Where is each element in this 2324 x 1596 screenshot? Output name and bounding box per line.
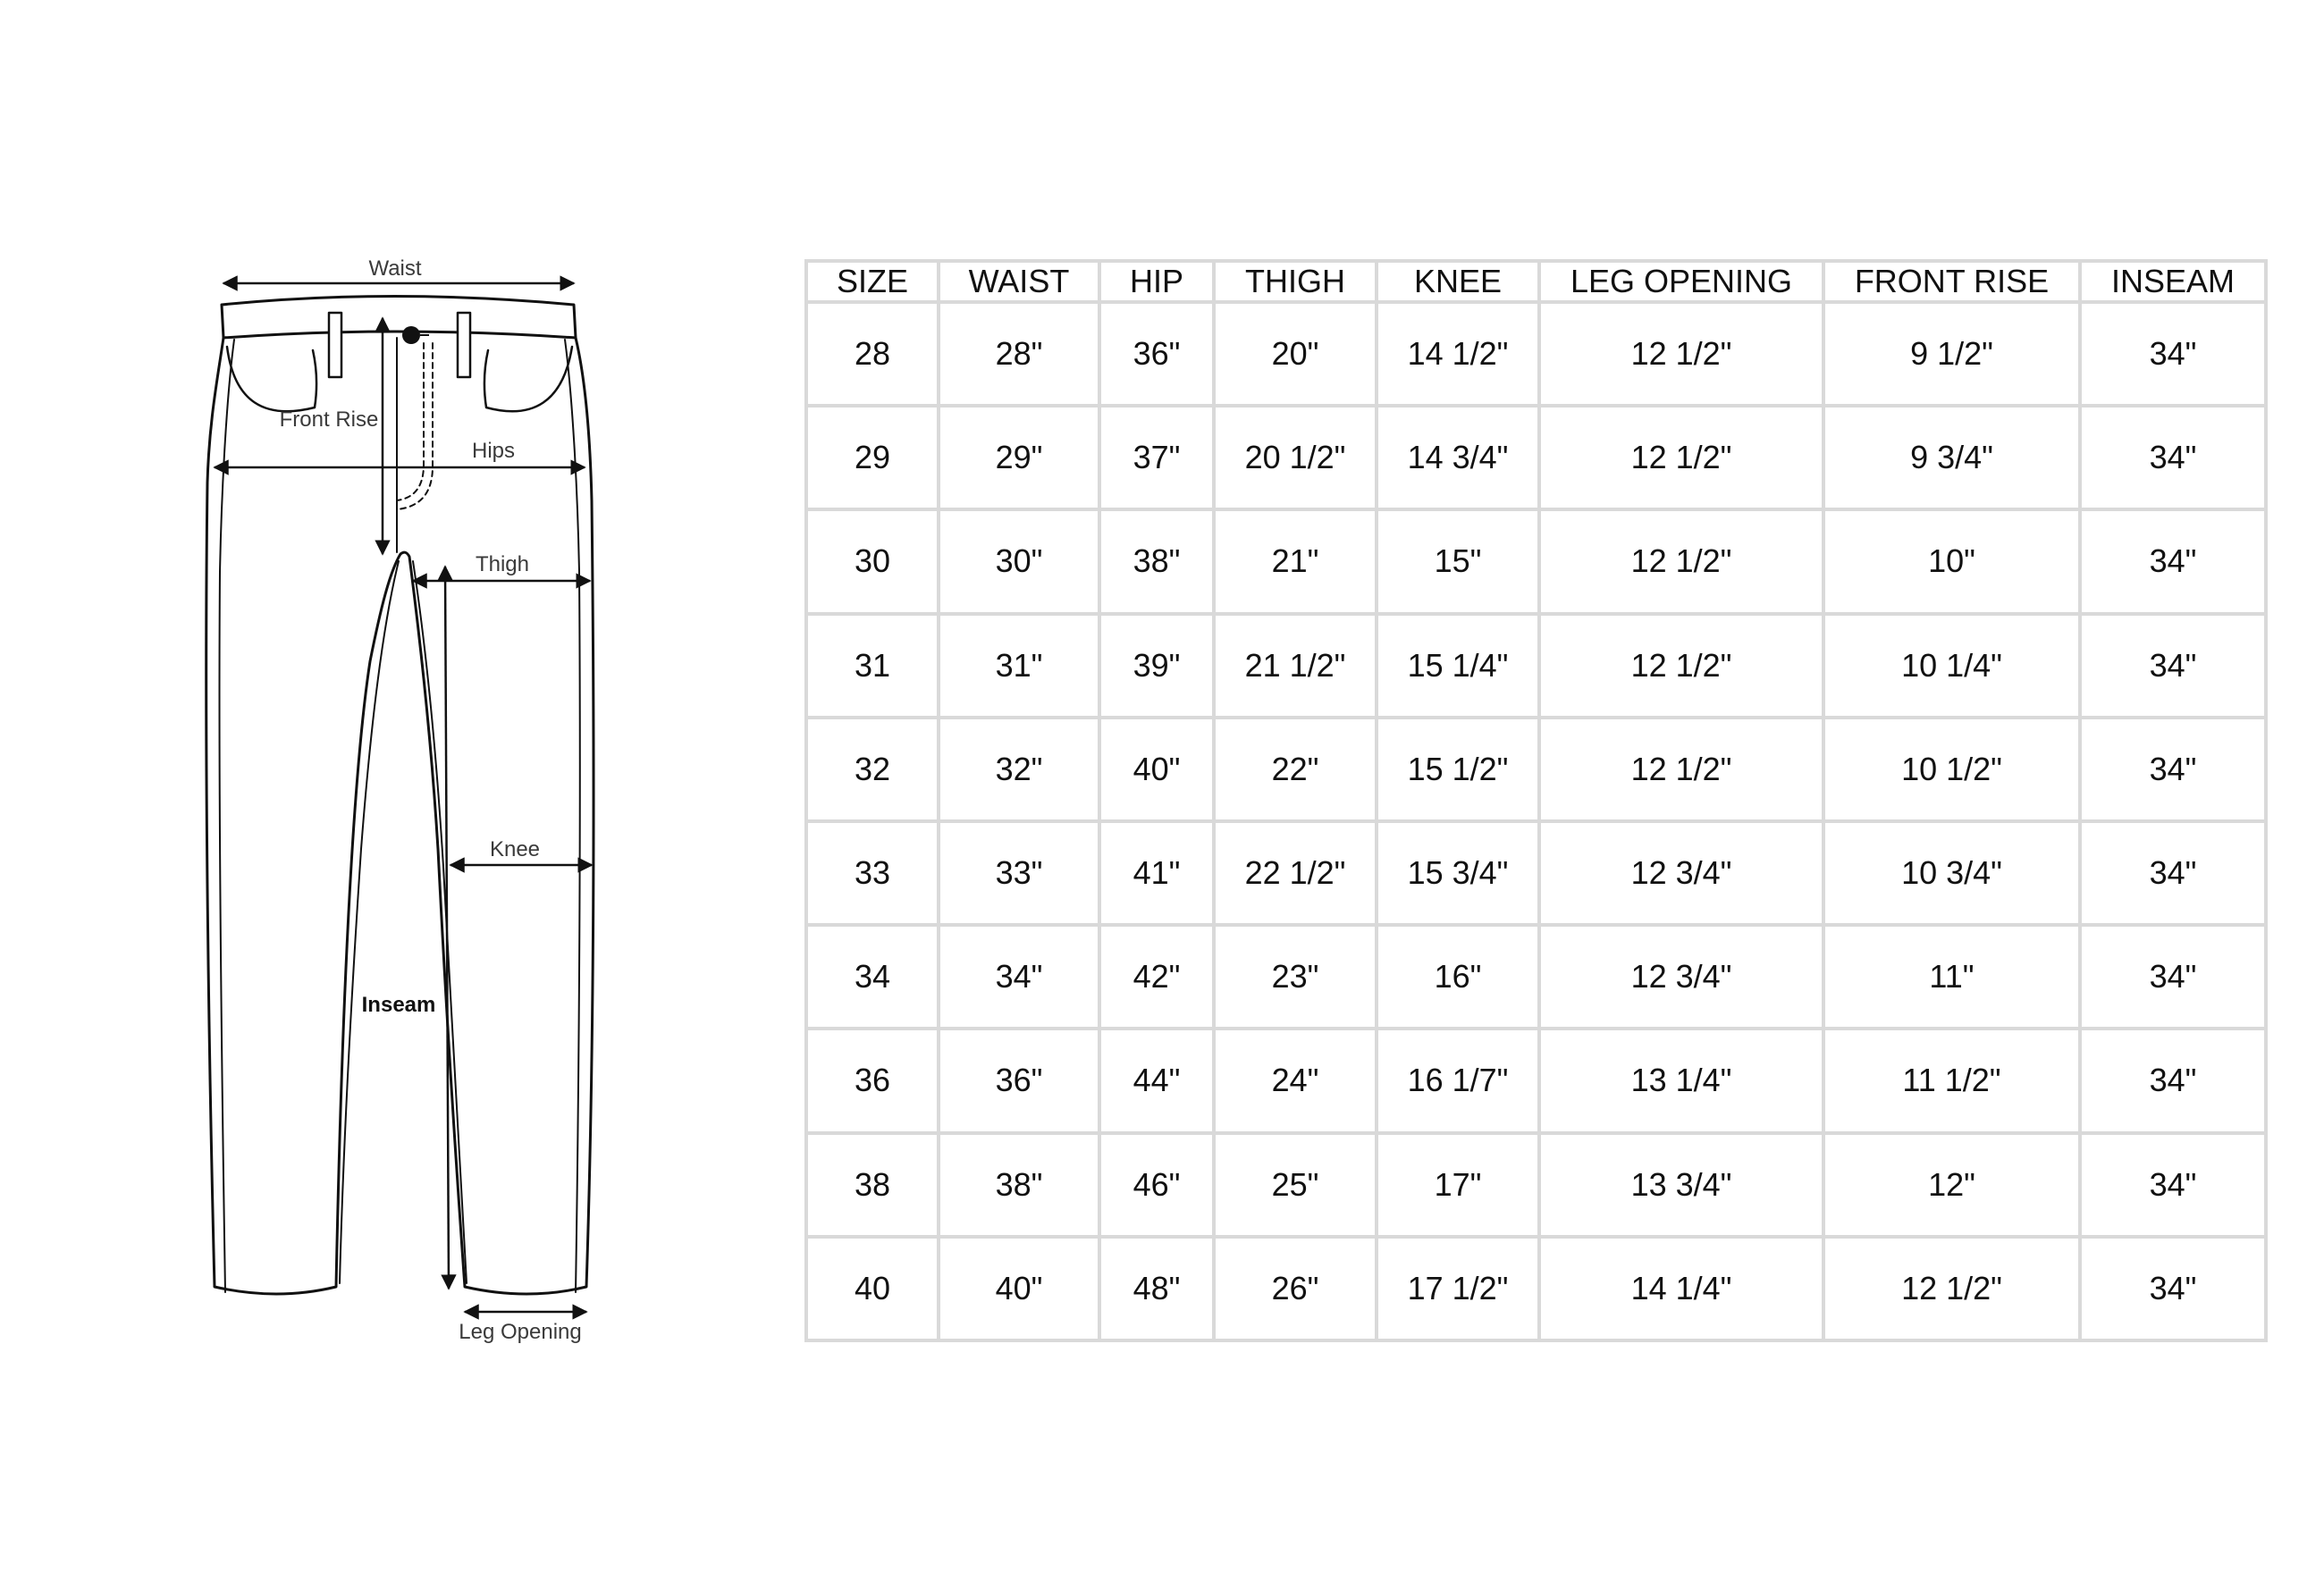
table-cell: 11 1/2" xyxy=(1823,1029,2080,1132)
table-cell: 14 1/4" xyxy=(1539,1237,1823,1340)
column-header: FRONT RISE xyxy=(1823,261,2080,302)
table-cell: 28 xyxy=(806,302,939,406)
inseam-label: Inseam xyxy=(361,993,436,1017)
table-cell: 36" xyxy=(1099,302,1214,406)
table-row xyxy=(806,925,2266,1029)
column-header: LEG OPENING xyxy=(1539,261,1823,302)
table-cell: 15" xyxy=(1377,509,1539,613)
column-header: SIZE xyxy=(806,261,939,302)
table-cell: 31" xyxy=(939,614,1099,718)
table-cell: 12 1/2" xyxy=(1823,1237,2080,1340)
table-cell: 30 xyxy=(806,509,939,613)
fly-stitching-outer xyxy=(397,343,433,509)
table-cell: 22" xyxy=(1214,718,1377,821)
table-row xyxy=(806,509,2266,613)
table-cell: 30" xyxy=(939,509,1099,613)
belt-loop-right xyxy=(458,313,470,377)
table-cell: 12 1/2" xyxy=(1539,614,1823,718)
table-cell: 40" xyxy=(939,1237,1099,1340)
table-row xyxy=(806,1029,2266,1132)
table-cell: 14 3/4" xyxy=(1377,406,1539,509)
pants-silhouette xyxy=(206,338,594,1294)
table-cell: 34" xyxy=(2080,821,2266,925)
table-cell: 34" xyxy=(2080,925,2266,1029)
table-cell: 20" xyxy=(1214,302,1377,406)
table-row xyxy=(806,821,2266,925)
table-cell: 34" xyxy=(2080,509,2266,613)
fly-stitching xyxy=(397,343,424,500)
table-cell: 32 xyxy=(806,718,939,821)
column-header: INSEAM xyxy=(2080,261,2266,302)
table-cell: 12 3/4" xyxy=(1539,925,1823,1029)
table-cell: 28" xyxy=(939,302,1099,406)
table-cell: 32" xyxy=(939,718,1099,821)
belt-loop-left xyxy=(329,313,341,377)
table-cell: 29" xyxy=(939,406,1099,509)
table-cell: 36" xyxy=(939,1029,1099,1132)
table-cell: 16 1/7" xyxy=(1377,1029,1539,1132)
column-header: KNEE xyxy=(1377,261,1539,302)
table-cell: 34" xyxy=(2080,718,2266,821)
table-cell: 12 1/2" xyxy=(1539,509,1823,613)
table-cell: 15 1/2" xyxy=(1377,718,1539,821)
inseam-arrow xyxy=(445,567,449,1289)
table-cell: 34 xyxy=(806,925,939,1029)
table-cell: 48" xyxy=(1099,1237,1214,1340)
column-header: THIGH xyxy=(1214,261,1377,302)
waist-label: Waist xyxy=(368,256,422,281)
front-rise-label: Front Rise xyxy=(279,407,379,432)
knee-label: Knee xyxy=(489,837,541,861)
pants-outline xyxy=(206,297,594,1295)
table-cell: 9 1/2" xyxy=(1823,302,2080,406)
table-cell: 33" xyxy=(939,821,1099,925)
table-row xyxy=(806,406,2266,509)
hips-label: Hips xyxy=(471,439,516,463)
table-cell: 22 1/2" xyxy=(1214,821,1377,925)
table-cell: 12" xyxy=(1823,1133,2080,1237)
table-cell: 10 1/2" xyxy=(1823,718,2080,821)
table-cell: 16" xyxy=(1377,925,1539,1029)
table-cell: 21 1/2" xyxy=(1214,614,1377,718)
right-leg-inseam xyxy=(413,561,467,1283)
table-cell: 46" xyxy=(1099,1133,1214,1237)
table-cell: 36 xyxy=(806,1029,939,1132)
table-cell: 34" xyxy=(2080,1237,2266,1340)
table-cell: 10" xyxy=(1823,509,2080,613)
table-cell: 14 1/2" xyxy=(1377,302,1539,406)
table-header-row xyxy=(806,261,2266,302)
table-row xyxy=(806,1133,2266,1237)
table-cell: 23" xyxy=(1214,925,1377,1029)
table-row xyxy=(806,302,2266,406)
table-cell: 13 3/4" xyxy=(1539,1133,1823,1237)
table-cell: 40 xyxy=(806,1237,939,1340)
table-cell: 15 1/4" xyxy=(1377,614,1539,718)
table-cell: 11" xyxy=(1823,925,2080,1029)
table-cell: 42" xyxy=(1099,925,1214,1029)
table-cell: 39" xyxy=(1099,614,1214,718)
size-chart-table xyxy=(804,259,2268,1342)
table-cell: 17 1/2" xyxy=(1377,1237,1539,1340)
waistband xyxy=(222,297,576,339)
table-cell: 13 1/4" xyxy=(1539,1029,1823,1132)
right-pocket xyxy=(484,347,572,411)
measurement-arrows xyxy=(215,283,592,1312)
table-row xyxy=(806,1237,2266,1340)
right-side-seam xyxy=(565,340,580,1292)
left-side-seam xyxy=(219,340,234,1292)
table-cell: 44" xyxy=(1099,1029,1214,1132)
table-cell: 34" xyxy=(2080,1133,2266,1237)
table-cell: 12 1/2" xyxy=(1539,302,1823,406)
table-cell: 21" xyxy=(1214,509,1377,613)
table-cell: 33 xyxy=(806,821,939,925)
table-cell: 29 xyxy=(806,406,939,509)
table-cell: 38 xyxy=(806,1133,939,1237)
table-cell: 12 1/2" xyxy=(1539,718,1823,821)
table-cell: 38" xyxy=(939,1133,1099,1237)
table-row xyxy=(806,614,2266,718)
table-row xyxy=(806,718,2266,821)
table-cell: 34" xyxy=(2080,1029,2266,1132)
table-cell: 10 3/4" xyxy=(1823,821,2080,925)
table-cell: 26" xyxy=(1214,1237,1377,1340)
table-cell: 15 3/4" xyxy=(1377,821,1539,925)
table-cell: 41" xyxy=(1099,821,1214,925)
table-cell: 25" xyxy=(1214,1133,1377,1237)
table-cell: 40" xyxy=(1099,718,1214,821)
table-cell: 34" xyxy=(939,925,1099,1029)
table-cell: 17" xyxy=(1377,1133,1539,1237)
table-cell: 10 1/4" xyxy=(1823,614,2080,718)
leg-opening-label: Leg Opening xyxy=(459,1320,582,1344)
table-cell: 34" xyxy=(2080,614,2266,718)
table-cell: 9 3/4" xyxy=(1823,406,2080,509)
table-cell: 31 xyxy=(806,614,939,718)
thigh-label: Thigh xyxy=(475,552,530,576)
column-header: WAIST xyxy=(939,261,1099,302)
table-cell: 12 3/4" xyxy=(1539,821,1823,925)
table-cell: 20 1/2" xyxy=(1214,406,1377,509)
column-header: HIP xyxy=(1099,261,1214,302)
table-cell: 38" xyxy=(1099,509,1214,613)
table-cell: 34" xyxy=(2080,302,2266,406)
table-cell: 37" xyxy=(1099,406,1214,509)
table-cell: 12 1/2" xyxy=(1539,406,1823,509)
left-pocket xyxy=(227,347,316,411)
table-cell: 24" xyxy=(1214,1029,1377,1132)
button-icon xyxy=(402,326,420,344)
table-cell: 34" xyxy=(2080,406,2266,509)
